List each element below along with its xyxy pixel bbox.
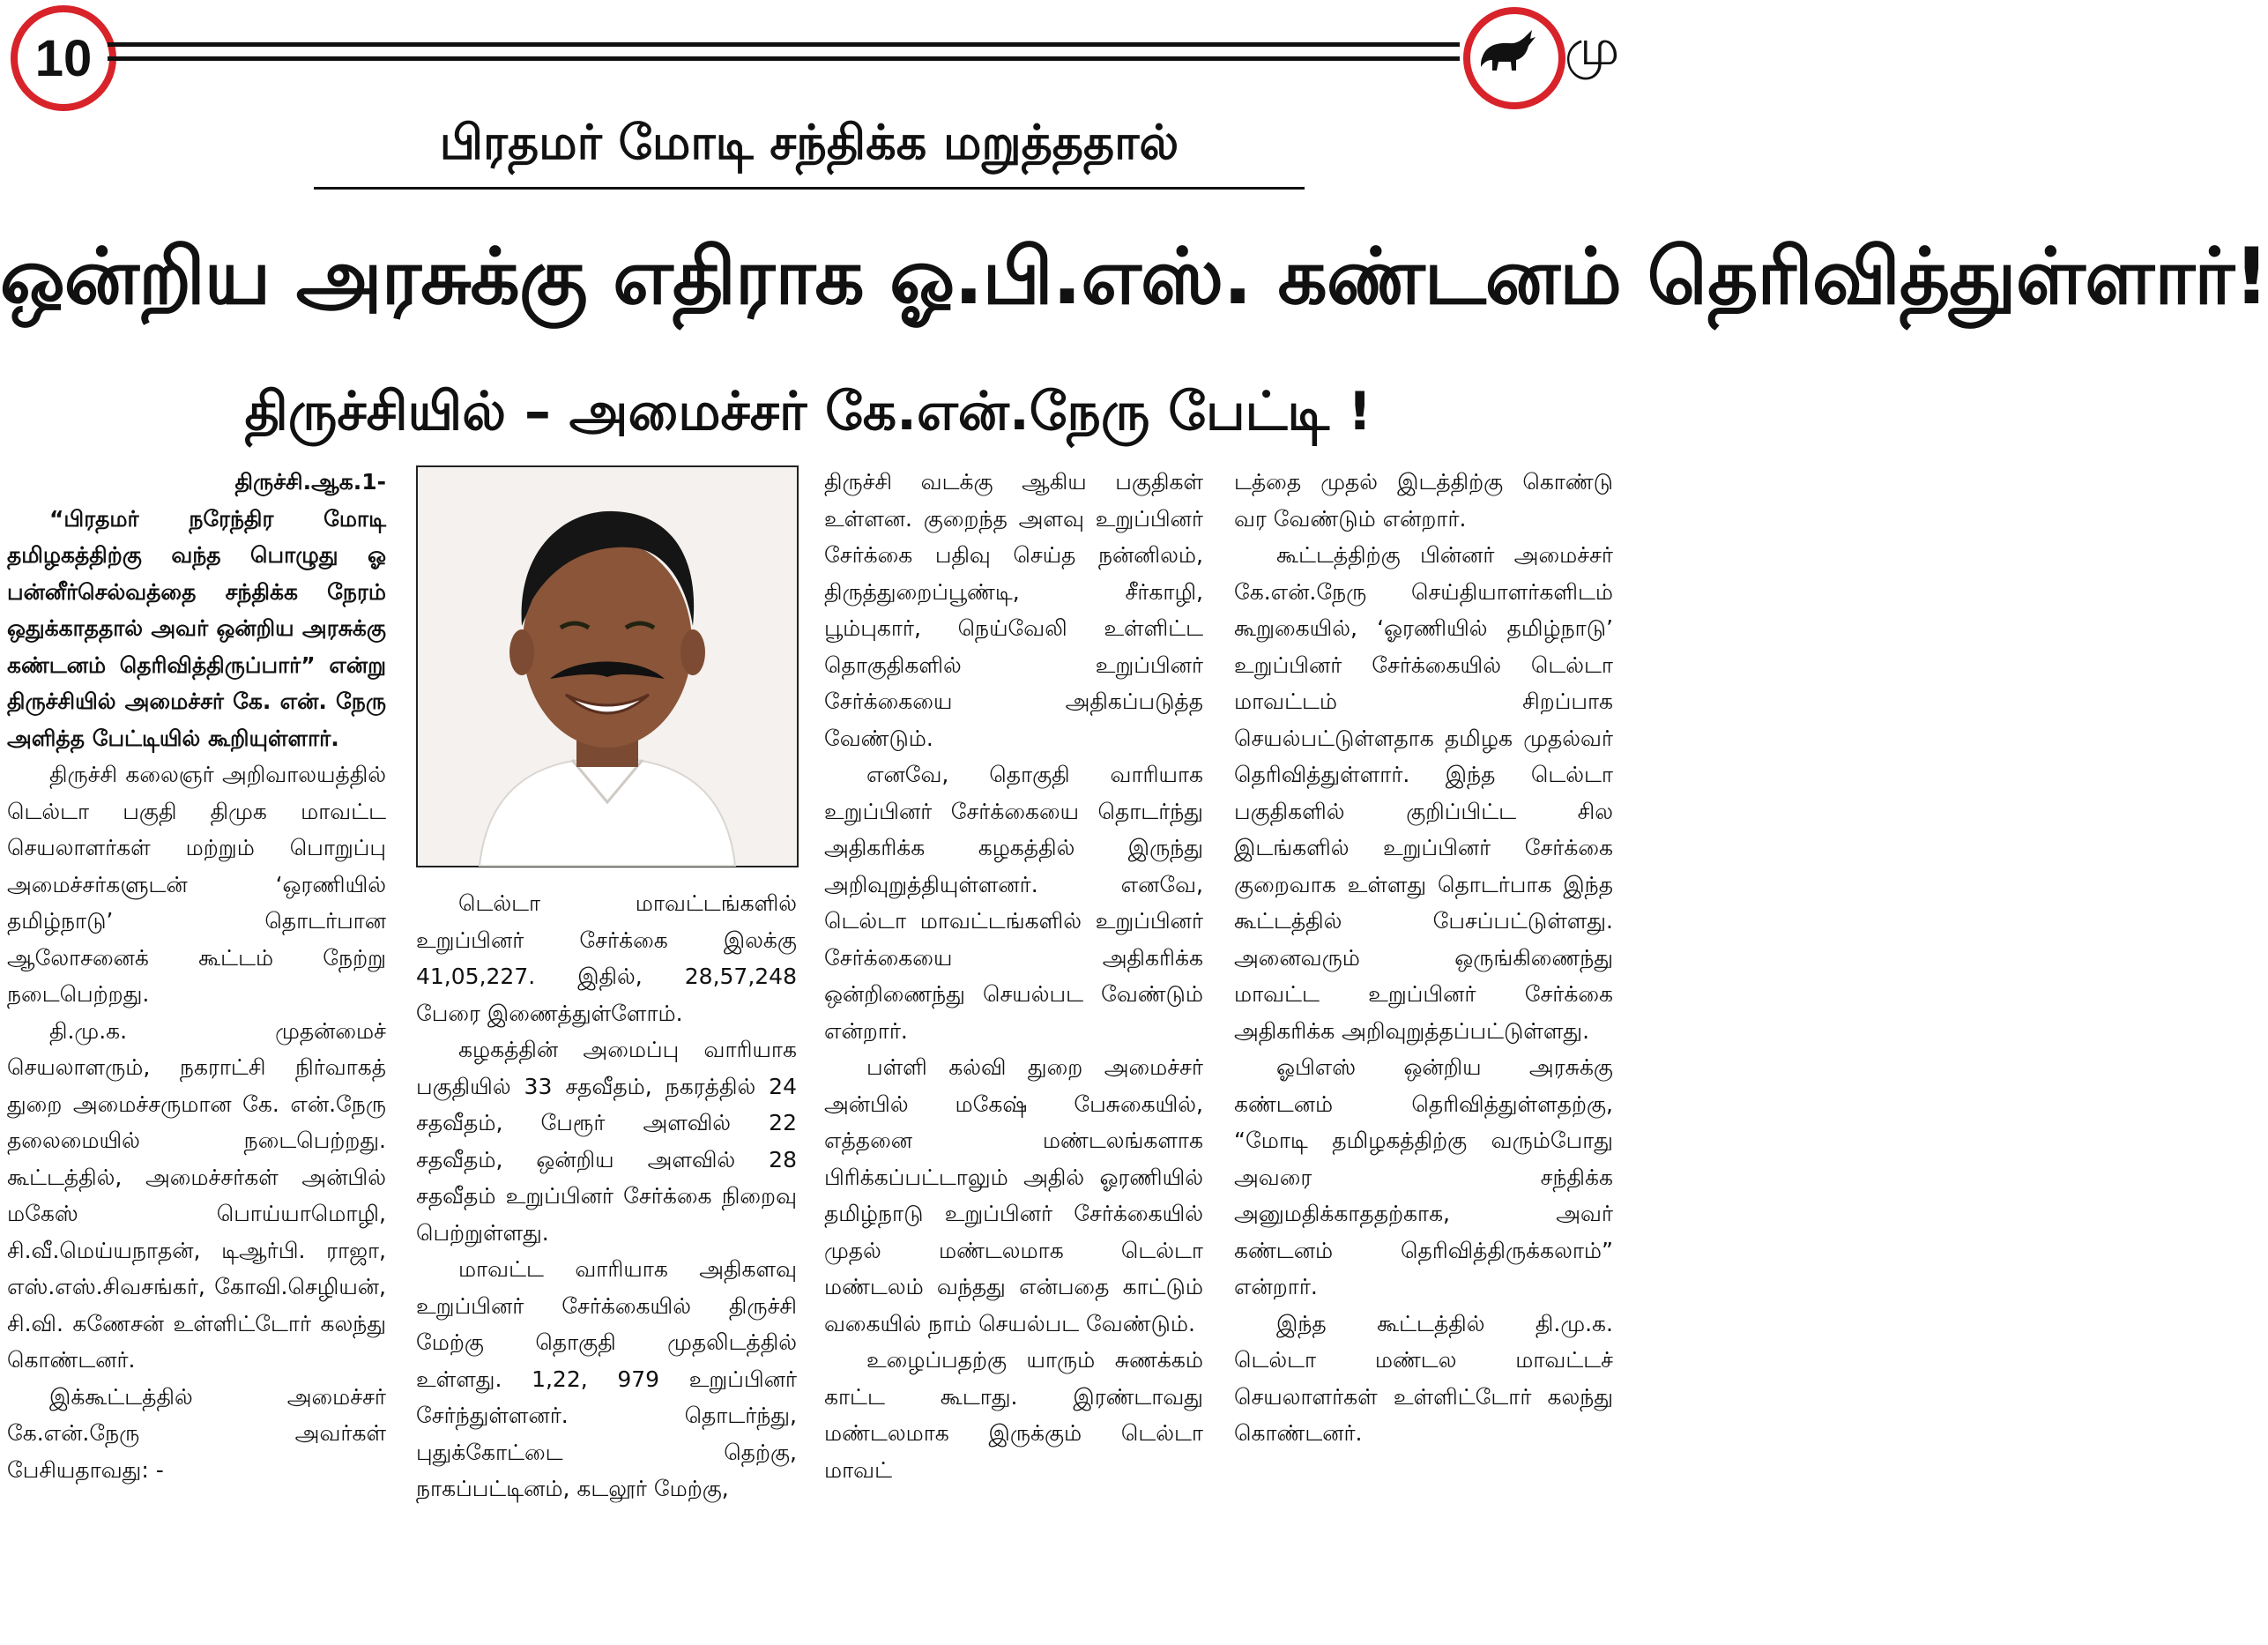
bull-emblem-graphic — [1470, 14, 1544, 88]
article-paragraph: திருச்சி வடக்கு ஆகிய பகுதிகள் உள்ளன. குறைந்த அளவு உறுப்பினர் சேர்க்கை பதிவு செய்த நன்னிலம், திருத்துறைப்பூண்டி, சீர்காழி, பூம்புகார், நெய்வேலி உள்ளிட்ட தொகுதிகளில் உறுப்பினர் சேர்க்கையை அதிகப்படுத்த வேண்டும். — [824, 469, 1203, 751]
article-paragraph: டத்தை முதல் இடத்திற்கு கொண்டு வர வேண்டும் என்றார். — [1234, 469, 1613, 532]
subheadline: திருச்சியில் – அமைச்சர் கே.என்.நேரு பேட்டி ! — [244, 381, 1372, 443]
article-paragraph: தி.மு.க. முதன்மைச் செயலாளரும், நகராட்சி நிர்வாகத் துறை அமைச்சருமான கே. என்.நேரு தலைமையில் நடைபெற்றது. கூட்டத்தில், அமைச்சர்கள் அன்பில் மகேஸ் பொய்யாமொழி, சி.வீ.மெய்யநாதன், டிஆர்பி. ராஜா, எஸ்.எஸ்.சிவசங்கர், கோவி.செழியன், சி.வி. கணேசன் உள்ளிட்டோர் கலந்து கொண்டனர். — [7, 1017, 386, 1373]
portrait-photo — [416, 465, 799, 867]
article-paragraph: மாவட்ட வாரியாக அதிகளவு உறுப்பினர் சேர்க்கையில் திருச்சி மேற்கு தொகுதி முதலிடத்தில் உள்ளது. 1,22, 979 உறுப்பினர் சேர்ந்துள்ளனர். தொடர்ந்து, புதுக்கோட்டை தெற்கு, நாகப்பட்டினம், கடலூர் மேற்கு, — [416, 1256, 797, 1501]
header-rule-top — [108, 42, 1460, 47]
article-column-1 — [7, 464, 386, 1488]
main-headline: ஒன்றிய அரசுக்கு எதிராக ஓ.பி.எஸ். கண்டனம் தெரிவித்துள்ளார்! — [0, 231, 2268, 322]
kicker-rule — [314, 187, 1305, 190]
portrait-illustration — [418, 467, 797, 866]
article-paragraph: எனவே, தொகுதி வாரியாக உறுப்பினர் சேர்க்கையை தொடர்ந்து அதிகரிக்க கழகத்தில் இருந்து அறிவுறுத்தியுள்ளனர். எனவே, டெல்டா மாவட்டங்களில் உறுப்பினர் சேர்க்கையை அதிகரிக்க ஒன்றிணைந்து செயல்பட வேண்டும் என்றார். — [824, 762, 1203, 1044]
article-paragraph: உழைப்பதற்கு யாரும் சுணக்கம் காட்ட கூடாது. இரண்டாவது மண்டலமாக இருக்கும் டெல்டா மாவட் — [824, 1347, 1203, 1483]
article-paragraph: பள்ளி கல்வி துறை அமைச்சர் அன்பில் மகேஷ் பேசுகையில், எத்தனை மண்டலங்களாக பிரிக்கப்பட்டாலும் அதில் ஓரணியில் தமிழ்நாடு உறுப்பினர் சேர்க்கையில் முதல் மண்டலமாக டெல்டா மண்டலம் வந்தது என்பதை காட்டும் வகையில் நாம் செயல்பட வேண்டும். — [824, 1054, 1203, 1336]
article-column-4 — [1234, 464, 1613, 1452]
dateline: திருச்சி.ஆக.1- — [234, 469, 386, 495]
article-paragraph: ஓபிஎஸ் ஒன்றிய அரசுக்கு கண்டனம் தெரிவித்துள்ளதற்கு, “மோடி தமிழகத்திற்கு வரும்போது அவரை சந்திக்க அனுமதிக்காததற்காக, அவர் கண்டனம் தெரிவித்திருக்கலாம்” என்றார். — [1234, 1054, 1613, 1299]
page-number-badge: 10 — [11, 5, 116, 111]
masthead-fragment: மு — [1565, 19, 1620, 77]
article-paragraph: கூட்டத்திற்கு பின்னர் அமைச்சர் கே.என்.நேரு செய்தியாளர்களிடம் கூறுகையில், ‘ஓரணியில் தமிழ்நாடு’ உறுப்பினர் சேர்க்கையில் டெல்டா மாவட்டம் சிறப்பாக செயல்பட்டுள்ளதாக தமிழக முதல்வர் தெரிவித்துள்ளார். இந்த டெல்டா பகுதிகளில் குறிப்பிட்ட சில இடங்களில் உறுப்பினர் சேர்க்கை குறைவாக உள்ளது தொடர்பாக இந்த கூட்டத்தில் பேசப்பட்டுள்ளது. அனைவரும் ஒருங்கிணைந்து மாவட்ட உறுப்பினர் சேர்க்கை அதிகரிக்க அறிவுறுத்தப்பட்டுள்ளது. — [1234, 542, 1613, 1044]
article-column-2 — [416, 885, 797, 1507]
article-paragraph: இந்த கூட்டத்தில் தி.மு.க. டெல்டா மண்டல மாவட்டச் செயலாளர்கள் உள்ளிட்டோர் கலந்து கொண்டனர். — [1234, 1310, 1613, 1446]
article-paragraph: திருச்சி கலைஞர் அறிவாலயத்தில் டெல்டா பகுதி திமுக மாவட்ட செயலாளர்கள் மற்றும் பொறுப்பு அமைச்சர்களுடன் ‘ஒரணியில் தமிழ்நாடு’ தொடர்பான ஆலோசனைக் கூட்டம் நேற்று நடைபெற்றது. — [7, 762, 386, 1007]
lead-paragraph: “பிரதமர் நரேந்திர மோடி தமிழகத்திற்கு வந்த பொழுது ஓ பன்னீர்செல்வத்தை சந்திக்க நேரம் ஒதுக்காததால் அவர் ஒன்றிய அரசுக்கு கண்டனம் தெரிவித்திருப்பார்” என்று திருச்சியில் அமைச்சர் கே. என். நேரு அளித்த பேட்டியில் கூறியுள்ளார். — [7, 505, 386, 751]
article-paragraph: கழகத்தின் அமைப்பு வாரியாக பகுதியில் 33 சதவீதம், நகரத்தில் 24 சதவீதம், பேரூர் அளவில் 22 சதவீதம், ஒன்றிய அளவில் 28 சதவீதம் உறுப்பினர் சேர்க்கை நிறைவு பெற்றுள்ளது. — [416, 1037, 797, 1246]
article-column-3 — [824, 464, 1203, 1488]
article-paragraph: இக்கூட்டத்தில் அமைச்சர் கே.என்.நேரு அவர்கள் பேசியதாவது: - — [7, 1383, 386, 1483]
bull-emblem-icon — [1463, 7, 1565, 109]
kicker-headline: பிரதமர் மோடி சந்திக்க மறுத்ததால் — [439, 115, 1179, 170]
article-paragraph: டெல்டா மாவட்டங்களில் உறுப்பினர் சேர்க்கை இலக்கு 41,05,227. இதில், 28,57,248 பேரை இணைத்துள்ளோம். — [416, 890, 797, 1026]
header-rule-bottom — [108, 56, 1460, 61]
